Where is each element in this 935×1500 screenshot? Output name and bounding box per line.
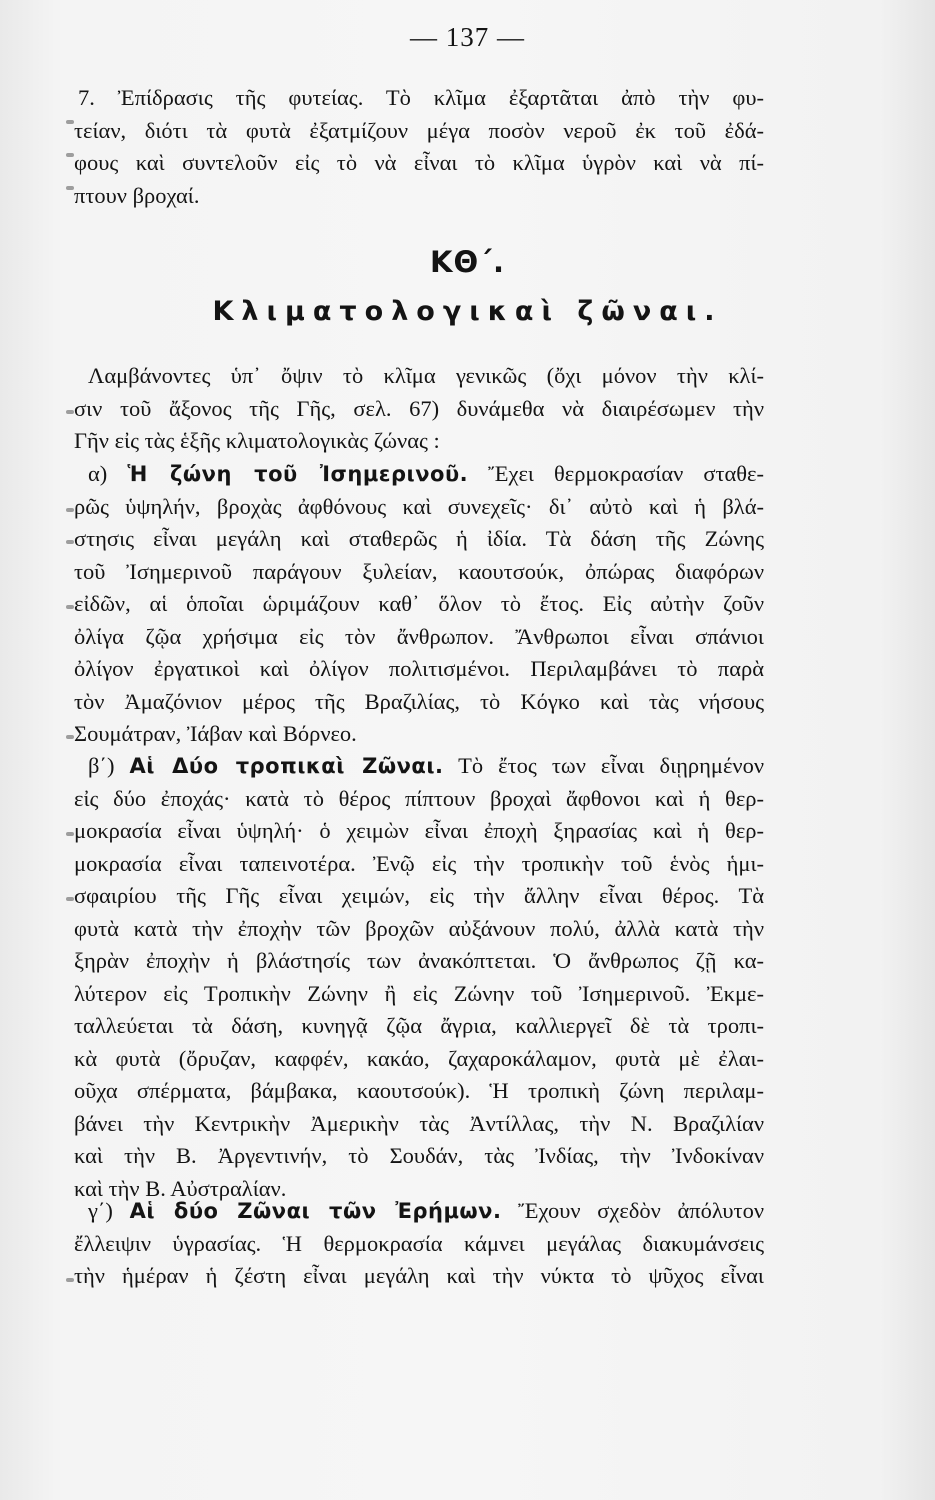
text-line: Σουμάτραν, Ἰάβαν καὶ Βόρνεο.: [74, 721, 357, 746]
text-line: ρῶς ὑψηλήν, βροχὰς ἀφθόνους καὶ συνεχεῖς· δι᾿ αὐτὸ καὶ ἡ βλά-: [74, 493, 764, 519]
scan-artifact: [66, 735, 74, 739]
zone-a-first-line: [74, 458, 764, 491]
text-line: ὀλίγα ζῷα χρήσιμα εἰς τὸν ἄνθρωπον. Ἄνθρωποι εἶναι σπάνιοι: [74, 623, 764, 649]
scan-artifact: [66, 120, 74, 124]
intro-paragraph: [74, 360, 764, 458]
text-line: ξηρὰν ἐποχὴν ἡ βλάστησίς των ἀνακόπτεται. Ὁ ἄνθρωπος ζῇ κα-: [74, 948, 764, 973]
zone-b-first-line: [74, 750, 764, 783]
text-line: εἰς δύο ἐποχάς· κατὰ τὸ θέρος πίπτουν βροχαὶ ἄφθονοι καὶ ἡ θερ-: [74, 785, 764, 811]
scan-artifact: [66, 410, 74, 414]
zone-a-paragraph: [74, 458, 764, 751]
text-line: καὶ τὴν Β. Ἀργεντινήν, τὸ Σουδάν, τὰς Ἰνδίας, τὴν Ἰνδοκίναν: [74, 1143, 764, 1168]
zone-a-prefix: α): [88, 461, 128, 486]
text-line: λύτερον εἰς Τροπικὴν Ζώνην ἢ εἰς Ζώνην τοῦ Ἰσημερινοῦ. Ἐκμε-: [74, 980, 764, 1006]
scan-artifact: [66, 540, 74, 544]
scan-artifact: [66, 1278, 74, 1282]
scan-artifact: [66, 508, 74, 512]
text-line: μοκρασία εἶναι ὑψηλή· ὁ χειμὼν εἶναι ἐποχὴ ξηρασίας καὶ ἡ θερ-: [74, 818, 764, 843]
text-line: οῦχα σπέρματα, βάμβακα, καουτσούκ). Ἡ τροπικὴ ζώνη περιλαμ-: [74, 1078, 764, 1103]
scan-artifact: [66, 153, 74, 157]
scan-artifact: [66, 605, 74, 609]
zone-c-paragraph: [74, 1195, 764, 1293]
text-line: μοκρασία εἶναι ταπεινοτέρα. Ἐνῷ εἰς τὴν τροπικὴν τοῦ ἑνὸς ἡμι-: [74, 850, 764, 876]
scan-artifact: [66, 897, 74, 901]
text-line: φους καὶ συντελοῦν εἰς τὸ νὰ εἶναι τὸ κλῖμα ὑγρὸν καὶ νὰ πί-: [74, 150, 764, 175]
text-line: Γῆν εἰς τὰς ἑξῆς κλιματολογικὰς ζώνας :: [74, 428, 440, 453]
text-line: κὰ φυτὰ (ὄρυζαν, καφφέν, κακάο, ζαχαροκάλαμον, φυτὰ μὲ ἐλαι-: [74, 1045, 764, 1071]
text-line: στησις εἶναι μεγάλη καὶ σταθερῶς ἡ ἰδία. Τὰ δάση τῆς Ζώνης: [74, 526, 764, 551]
zone-b-paragraph: [74, 750, 764, 1205]
zone-c-prefix: γ΄): [88, 1198, 130, 1223]
text-line: τὸν Ἀμαζόνιον μέρος τῆς Βραζιλίας, τὸ Κόγκο καὶ τὰς νήσους: [74, 688, 764, 714]
text-line: σιν τοῦ ἄξονος τῆς Γῆς, σελ. 67) δυνάμεθα νὰ διαιρέσωμεν τὴν: [74, 395, 764, 421]
page-number: — 137 —: [410, 22, 525, 52]
text-line: ὀλίγον ἐργατικοὶ καὶ ὀλίγον πολιτισμένοι. Περιλαμβάνει τὸ παρὰ: [74, 656, 764, 681]
zone-a-first-rest: Ἔχει θερμοκρασίαν σταθε-: [468, 461, 764, 486]
text-line: τείαν, διότι τὰ φυτὰ ἐξατμίζουν μέγα ποσὸν νεροῦ ἐκ τοῦ ἐδά-: [74, 117, 764, 143]
text-line: τοῦ Ἰσημερινοῦ παράγουν ξυλείαν, καουτσούκ, ὀπώρας διαφόρων: [74, 558, 764, 584]
text-line: 7. Ἐπίδρασις τῆς φυτείας. Τὸ κλῖμα ἐξαρτᾶται ἀπὸ τὴν φυ-: [78, 85, 764, 110]
chapter-title: Κλιματολογικαὶ ζῶναι.: [212, 296, 723, 327]
zone-c-first-rest: Ἔχουν σχεδὸν ἀπόλυτον: [501, 1198, 764, 1223]
zone-b-prefix: β΄): [88, 753, 130, 778]
zone-b-first-rest: Τὸ ἔτος των εἶναι διῃρημένον: [443, 753, 764, 778]
text-line: βάνει τὴν Κεντρικὴν Ἀμερικὴν τὰς Ἀντίλλας, τὴν Ν. Βραζιλίαν: [74, 1110, 764, 1136]
text-line: τὴν ἡμέραν ἡ ζέστη εἶναι μεγάλη καὶ τὴν νύκτα τὸ ψῦχος εἶναι: [74, 1263, 764, 1288]
text-line: Λαμβάνοντες ὑπ᾿ ὄψιν τὸ κλῖμα γενικῶς (ὄχι μόνον τὴν κλί-: [88, 363, 764, 388]
text-line: εἰδῶν, αἱ ὁποῖαι ὡριμάζουν καθ᾿ ὅλον τὸ ἔτος. Εἰς αὐτὴν ζοῦν: [74, 591, 764, 616]
zone-a-heading: Ἡ ζώνη τοῦ Ἰσημερινοῦ.: [127, 462, 469, 486]
zone-c-heading: Αἱ δύο Ζῶναι τῶν Ἐρήμων.: [129, 1199, 502, 1223]
text-line: ἔλλειψιν ὑγρασίας. Ἡ θερμοκρασία κάμνει μεγάλας διακυμάνσεις: [74, 1230, 764, 1256]
text-line: ταλλεύεται τὰ δάση, κυνηγᾷ ζῷα ἄγρια, καλλιεργεῖ δὲ τὰ τροπι-: [74, 1013, 764, 1038]
scan-artifact: [66, 186, 74, 190]
scan-artifact: [66, 832, 74, 836]
text-line: καὶ τὴν Β. Αὐστραλίαν.: [74, 1175, 287, 1201]
section-7-paragraph: [74, 82, 764, 212]
zone-c-first-line: [74, 1195, 764, 1228]
zone-b-heading: Αἱ Δύο τροπικαὶ Ζῶναι.: [129, 754, 444, 778]
chapter-number: ΚΘ΄.: [430, 245, 505, 279]
text-line: φυτὰ κατὰ τὴν ἐποχὴν τῶν βροχῶν αὐξάνουν πολύ, ἀλλὰ κατὰ τὴν: [74, 915, 764, 941]
text-line: σφαιρίου τῆς Γῆς εἶναι χειμών, εἰς τὴν ἄλλην εἶναι θέρος. Τὰ: [74, 883, 764, 908]
text-line: πτουν βροχαί.: [74, 182, 200, 208]
